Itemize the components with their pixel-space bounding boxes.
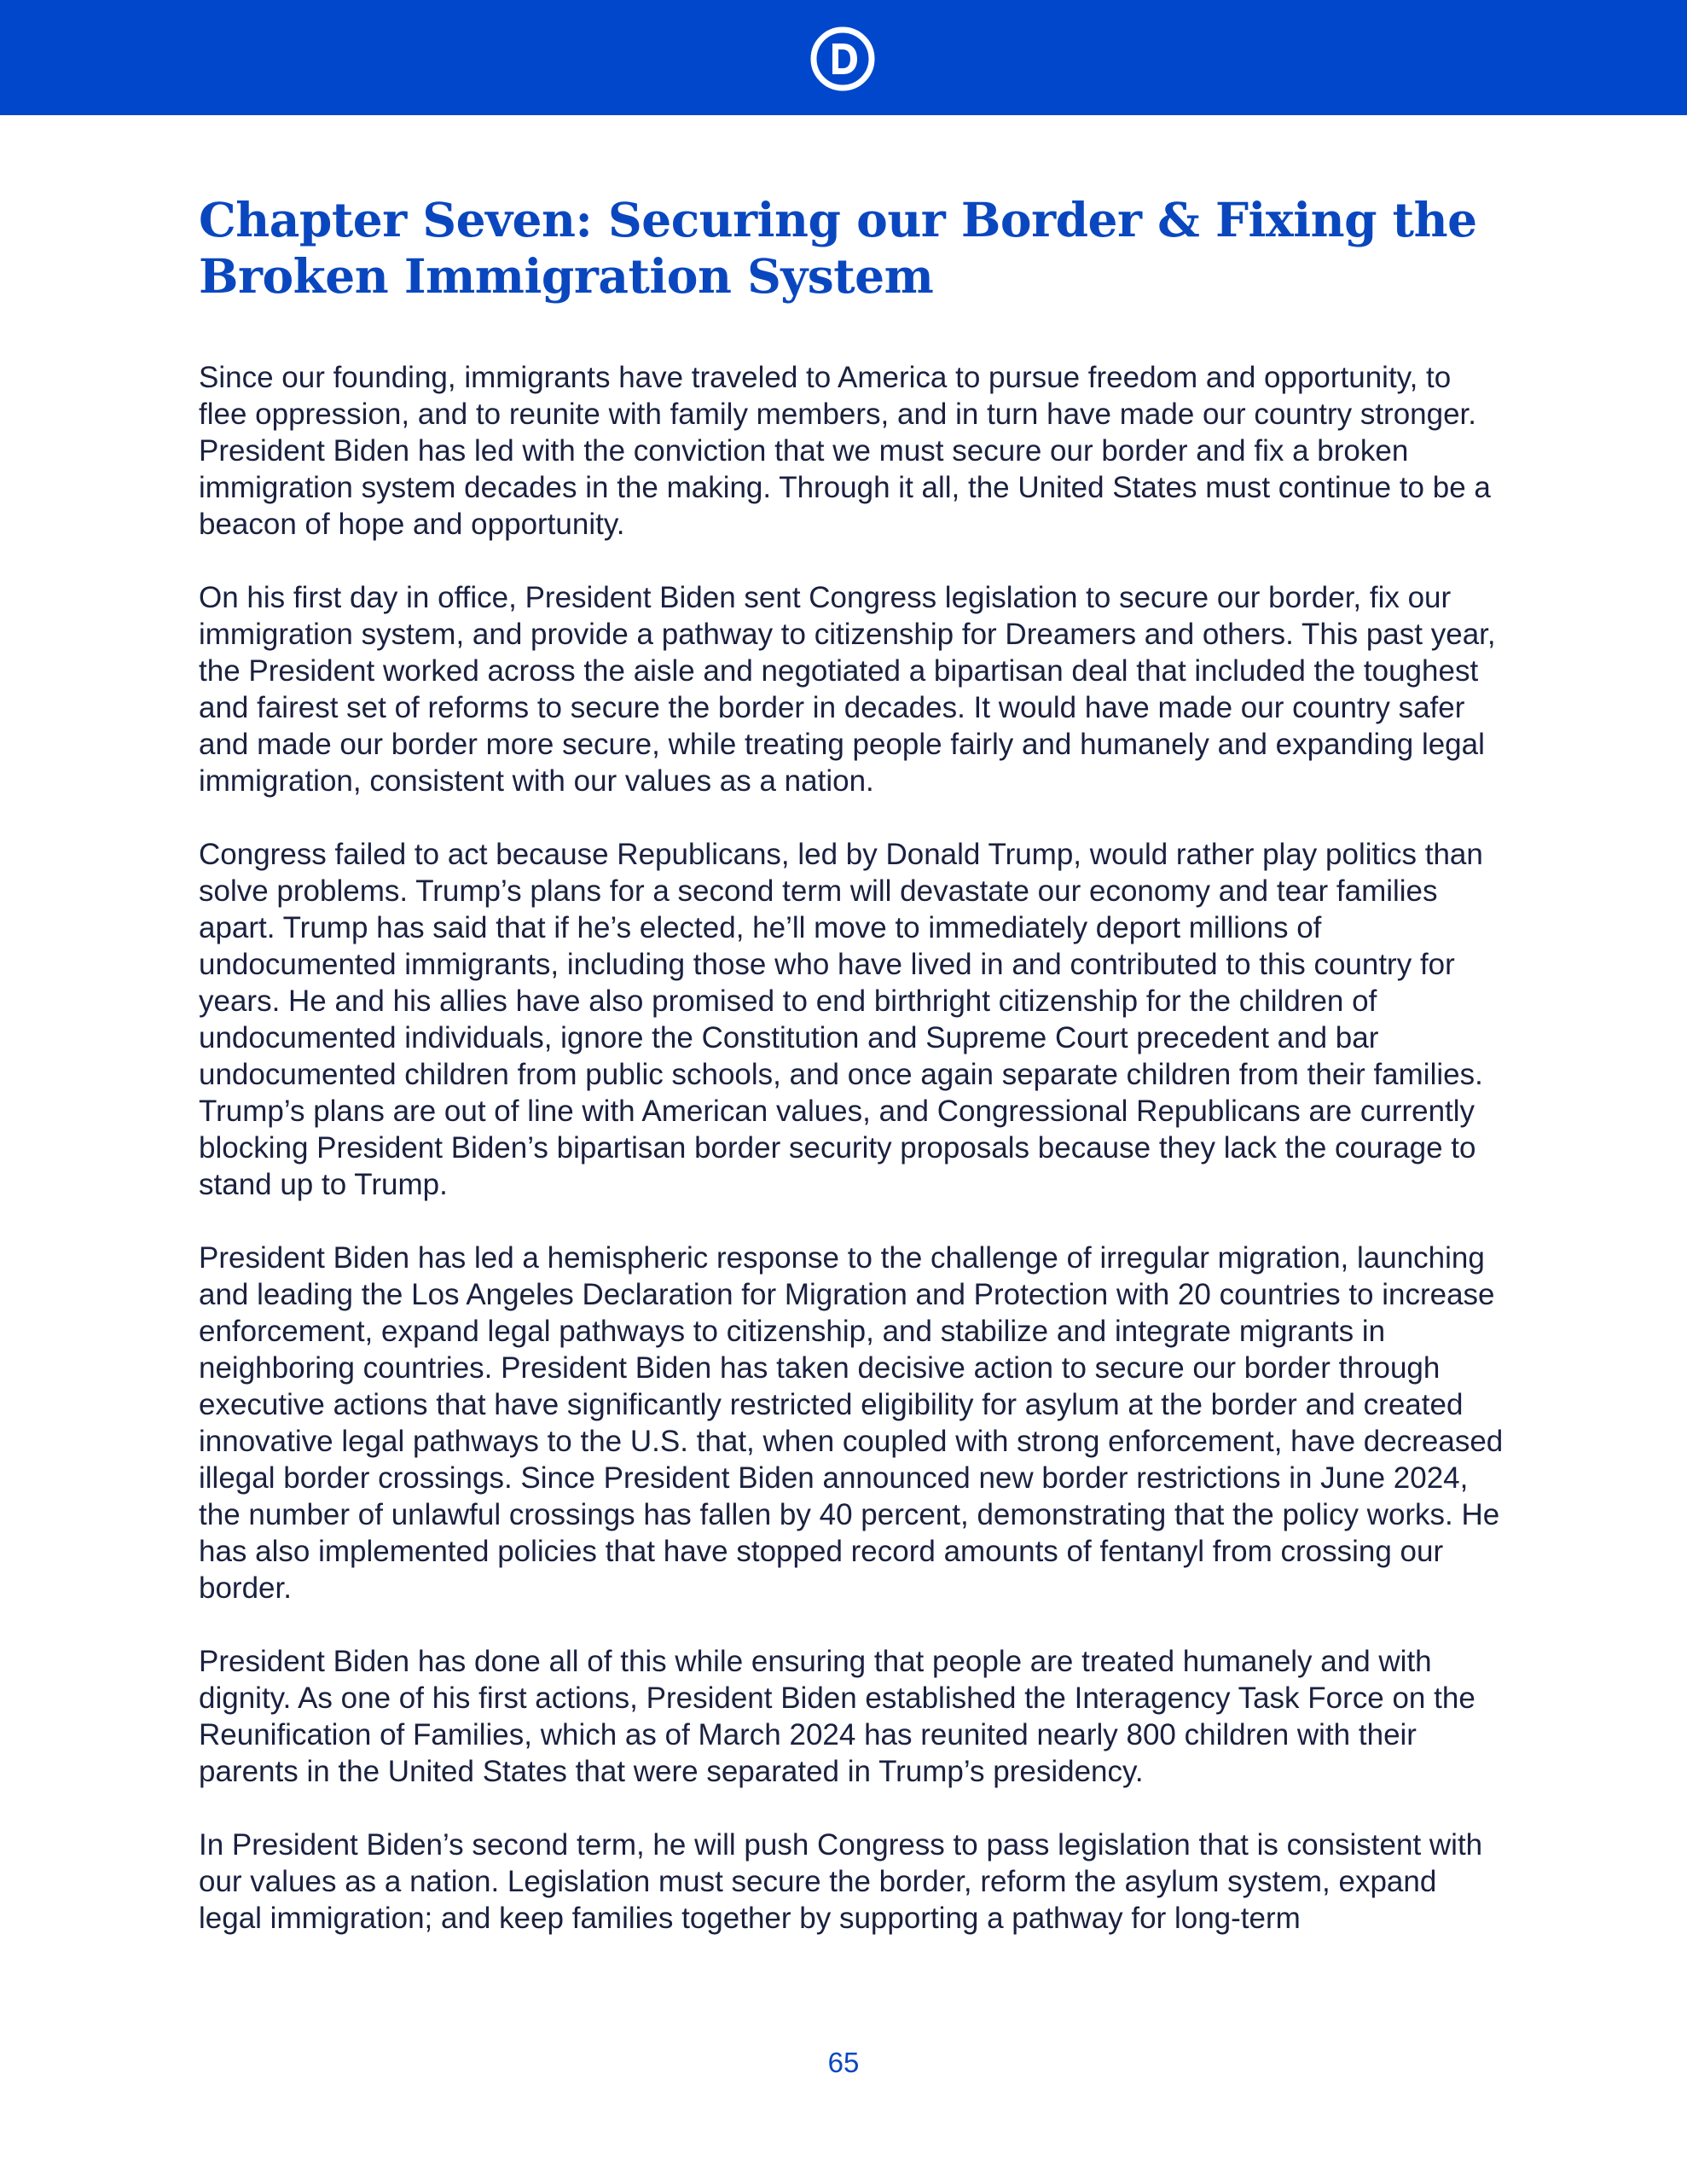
paragraph-hemispheric-response: President Biden has led a hemispheric response to the challenge of irregular migration, launching and leading the Los Angeles Declaration for Migration and Protection with 20 countries to increase enforcement, expand legal pathways to citizenship, and stabilize and integrate migrants in neighboring countries. President Biden has taken decisive action to secure our border through executive actions that have significantly restricted eligibility for asylum at the border and created innovative legal pathways to the U.S. that, when coupled with strong enforcement, have decreased illegal border crossings. Since President Biden announced new border restrictions in June 2024, the number of unlawful crossings has fallen by 40 percent, demonstrating that the policy works. He has also implemented policies that have stopped record amounts of fentanyl from crossing our border. (199, 1241, 1504, 1605)
paragraph-congress-failed: Congress failed to act because Republicans, led by Donald Trump, would rather play politics than solve problems. Trump’s plans for a second term will devastate our economy and tear families apart. Trump has said that if he’s elected, he’ll move to immediately deport millions of undocumented immigrants, including those who have lived in and contributed to this country for years. He and his allies have also promised to end birthright citizenship for the children of undocumented individuals, ignore the Constitution and Supreme Court precedent and bar undocumented children from public schools, and once again separate children from their families. Trump’s plans are out of line with American values, and Congressional Republicans are currently blocking President Biden’s bipartisan border security proposals because they lack the courage to stand up to Trump. (199, 838, 1483, 1201)
body-text (199, 359, 1504, 1937)
chapter-title: Chapter Seven: Securing our Border & Fixing the Broken Immigration System (199, 192, 1477, 304)
paragraph-intro: Since our founding, immigrants have traveled to America to pursue freedom and opportunity, to flee oppression, and to reunite with family members, and in turn have made our country stronger. President Biden has led with the conviction that we must secure our border and fix a broken immigration system decades in the making. Through it all, the United States must continue to be a beacon of hope and opportunity. (199, 361, 1491, 541)
page-number: 65 (827, 2047, 860, 2078)
democratic-party-d-logo-icon (810, 26, 875, 91)
header-banner (0, 0, 1687, 115)
paragraph-humane-treatment: President Biden has done all of this while ensuring that people are treated humanely and with dignity. As one of his first actions, President Biden established the Interagency Task Force on the Reunification of Families, which as of March 2024 has reunited nearly 800 children with their parents in the United States that were separated in Trump’s presidency. (199, 1645, 1475, 1788)
page-content (199, 192, 1504, 1973)
paragraph-second-term: In President Biden’s second term, he will push Congress to pass legislation that is consistent with our values as a nation. Legislation must secure the border, reform the asylum system, expand legal immigration; and keep families together by supporting a pathway for long-term (199, 1828, 1483, 1935)
paragraph-first-day: On his first day in office, President Biden sent Congress legislation to secure our border, fix our immigration system, and provide a pathway to citizenship for Dreamers and others. This past year, the President worked across the aisle and negotiated a bipartisan deal that included the toughest and fairest set of reforms to secure the border in decades. It would have made our country safer and made our border more secure, while treating people fairly and humanely and expanding legal immigration, consistent with our values as a nation. (199, 581, 1496, 798)
